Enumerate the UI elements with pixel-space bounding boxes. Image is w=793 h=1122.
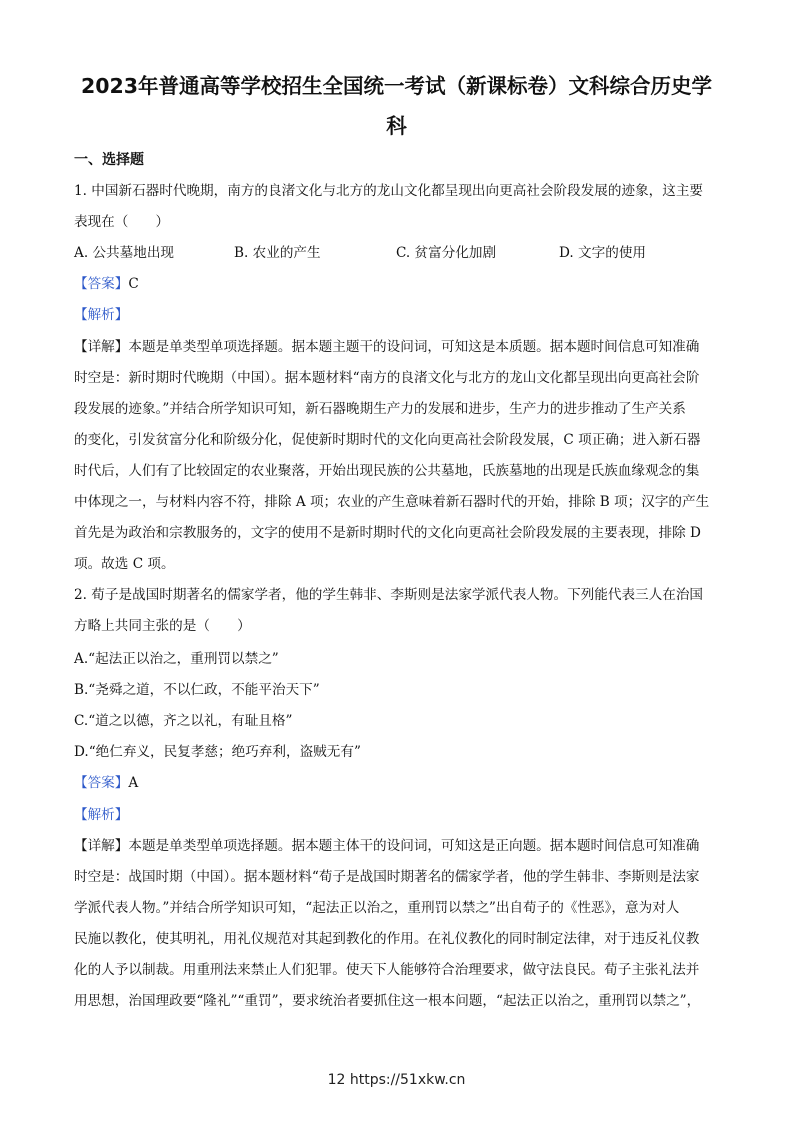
q1-option-c: C. 贫富分化加剧 bbox=[396, 245, 497, 261]
q2-detail-line-6: 用思想，治国理政要“隆礼”“重罚”，要求统治者要抓住这一根本问题，“起法正以治之，重刑罚以禁之”， bbox=[74, 993, 701, 1009]
q1-detail-line-2: 时空是：新时期时代晚期（中国）。据本题材料“南方的良渚文化与北方的龙山文化都呈现出向更高社会阶 bbox=[74, 370, 700, 386]
answer-tag: 【答案】 bbox=[74, 276, 129, 292]
detail-text: 本题是单类型单项选择题。据本题主题干的设问词，可知这是本质题。据本题时间信息可知准确 bbox=[128, 339, 700, 355]
q2-option-c: C.“道之以德，齐之以礼，有耻且格” bbox=[74, 713, 293, 729]
q1-options bbox=[74, 243, 674, 263]
q2-analysis-tag: 【解析】 bbox=[74, 807, 129, 823]
q1-option-a: A. 公共墓地出现 bbox=[74, 245, 175, 261]
q1-option-d: D. 文字的使用 bbox=[559, 245, 647, 261]
q1-detail-line-6: 中体现之一，与材料内容不符，排除 A 项；农业的产生意味着新石器时代的开始，排除 B 项；汉字的产生 bbox=[74, 494, 710, 510]
q1-option-b: B. 农业的产生 bbox=[234, 245, 321, 261]
q2-option-a: A.“起法正以治之，重刑罚以禁之” bbox=[74, 651, 279, 667]
q1-stem-line-1: 1. 中国新石器时代晚期，南方的良渚文化与北方的龙山文化都呈现出向更高社会阶段发展的迹象，这主要 bbox=[74, 183, 704, 199]
q1-detail-line-4: 的变化，引发贫富分化和阶级分化，促使新时期时代的文化向更高社会阶段发展，C 项正确；进入新石器 bbox=[74, 432, 701, 448]
q1-detail-line-3: 段发展的迹象。”并结合所学知识可知，新石器晚期生产力的发展和进步，生产力的进步推动了生产关系 bbox=[74, 401, 686, 417]
q2-detail-line-5: 化的人予以制裁。用重刑法来禁止人们犯罪。使天下人能够符合治理要求，做守法良民。荀子主张礼法并 bbox=[74, 962, 700, 978]
q2-stem-line-2: 方略上共同主张的是（ ） bbox=[74, 618, 251, 634]
q2-detail-line-4: 民施以教化，使其明礼，用礼仪规范对其起到教化的作用。在礼仪教化的同时制定法律，对于违反礼仪教 bbox=[74, 931, 700, 947]
q2-detail-line-2: 时空是：战国时期（中国）。据本题材料“荀子是战国时期著名的儒家学者，他的学生韩非、李斯则是法家 bbox=[74, 869, 700, 885]
detail-text: 本题是单类型单项选择题。据本题主体干的设问词，可知这是正向题。据本题时间信息可知准确 bbox=[128, 838, 700, 854]
detail-tag: 【详解】 bbox=[74, 339, 129, 355]
answer-value: C bbox=[128, 276, 139, 292]
q1-detail-line-5: 时代后，人们有了比较固定的农业聚落，开始出现民族的公共墓地，氏族墓地的出现是氏族血缘观念的集 bbox=[74, 463, 700, 479]
q1-detail-line-7: 首先是为政治和宗教服务的，文字的使用不是新时期时代的文化向更高社会阶段发展的主要表现，排除 D bbox=[74, 525, 701, 541]
q2-stem-line-1: 2. 荀子是战国时期著名的儒家学者，他的学生韩非、李斯则是法家学派代表人物。下列能代表三人在治国 bbox=[74, 587, 704, 603]
q2-option-b: B.“尧舜之道，不以仁政，不能平治天下” bbox=[74, 682, 320, 698]
answer-tag: 【答案】 bbox=[74, 775, 129, 791]
answer-value: A bbox=[128, 775, 139, 791]
q2-answer bbox=[74, 773, 138, 793]
q2-detail-line-1 bbox=[74, 836, 699, 856]
q1-answer bbox=[74, 274, 139, 294]
exam-title bbox=[60, 66, 733, 146]
q2-option-d: D.“绝仁弃义，民复孝慈；绝巧弃利，盗贼无有” bbox=[74, 744, 361, 760]
detail-tag: 【详解】 bbox=[74, 838, 129, 854]
page-footer: 12 https://51xkw.cn bbox=[327, 1072, 466, 1088]
q1-detail-line-8: 项。故选 C 项。 bbox=[74, 556, 175, 572]
q1-stem-line-2: 表现在（ ） bbox=[74, 214, 170, 230]
title-line-1: 2023年普通高等学校招生全国统一考试（新课标卷）文科综合历史学 bbox=[80, 74, 713, 98]
section-heading: 一、选择题 bbox=[74, 152, 144, 168]
title-line-2: 科 bbox=[386, 114, 407, 138]
q2-detail-line-3: 学派代表人物。”并结合所学知识可知，“起法正以治之，重刑罚以禁之”出自荀子的《性恶》，意为对人 bbox=[74, 900, 680, 916]
q1-analysis-tag: 【解析】 bbox=[74, 307, 129, 323]
q1-detail-line-1 bbox=[74, 337, 699, 357]
